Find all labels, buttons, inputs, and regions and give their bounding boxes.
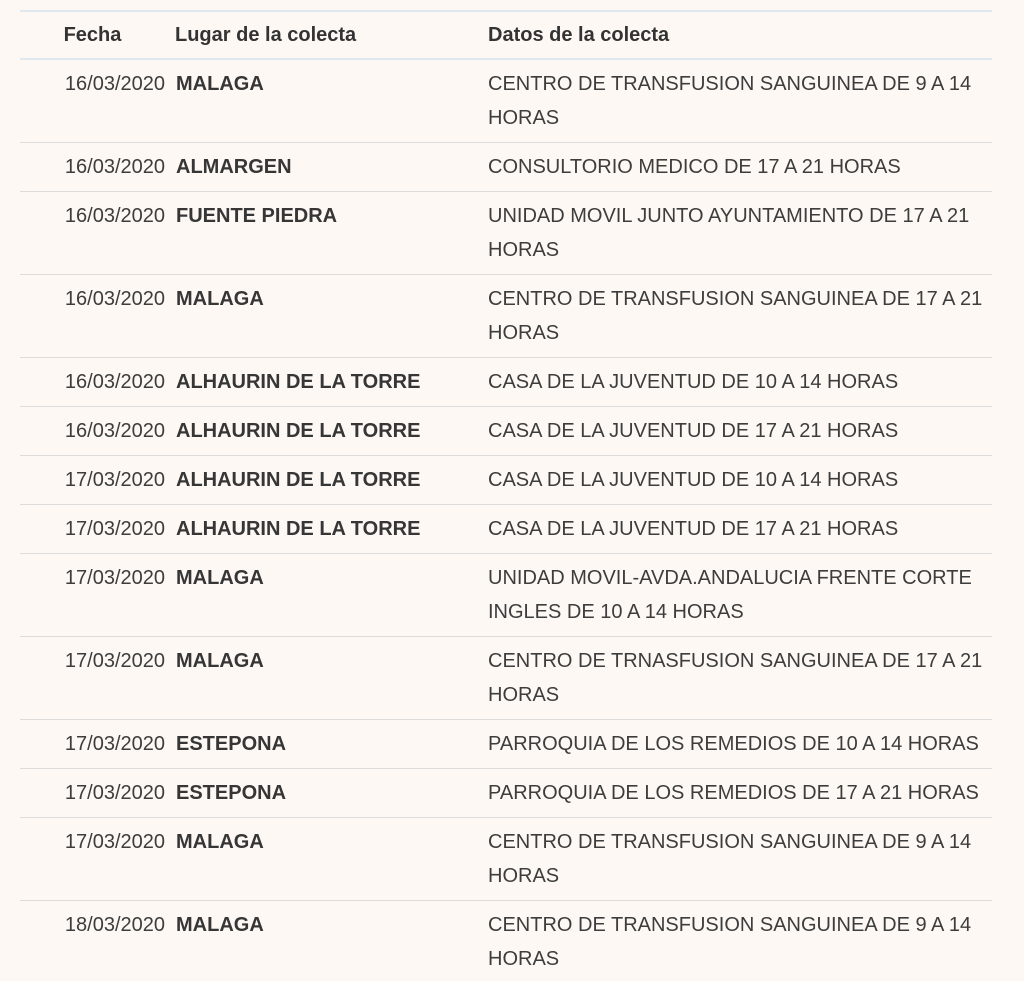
table-header — [20, 11, 992, 59]
table-row — [20, 720, 992, 769]
cell-data: PARROQUIA DE LOS REMEDIOS DE 17 A 21 HORAS — [468, 769, 992, 818]
header-place: Lugar de la colecta — [165, 11, 468, 59]
header-row — [20, 11, 992, 59]
table-row — [20, 505, 992, 554]
cell-place: ALHAURIN DE LA TORRE — [165, 456, 468, 505]
cell-data: UNIDAD MOVIL JUNTO AYUNTAMIENTO DE 17 A 21 HORAS — [468, 192, 992, 275]
cell-data: CENTRO DE TRNASFUSION SANGUINEA DE 17 A 21 HORAS — [468, 637, 992, 720]
cell-data: CASA DE LA JUVENTUD DE 17 A 21 HORAS — [468, 407, 992, 456]
cell-date: 17/03/2020 — [20, 769, 165, 818]
cell-date: 16/03/2020 — [20, 59, 165, 143]
cell-place: MALAGA — [165, 901, 468, 981]
collection-table — [20, 10, 992, 981]
cell-place: MALAGA — [165, 275, 468, 358]
cell-data: CONSULTORIO MEDICO DE 17 A 21 HORAS — [468, 143, 992, 192]
cell-data: CENTRO DE TRANSFUSION SANGUINEA DE 9 A 14 HORAS — [468, 818, 992, 901]
cell-date: 17/03/2020 — [20, 456, 165, 505]
cell-place: MALAGA — [165, 637, 468, 720]
cell-data: CASA DE LA JUVENTUD DE 10 A 14 HORAS — [468, 358, 992, 407]
cell-place: FUENTE PIEDRA — [165, 192, 468, 275]
cell-date: 17/03/2020 — [20, 554, 165, 637]
cell-place: MALAGA — [165, 554, 468, 637]
table-row — [20, 637, 992, 720]
cell-data: CASA DE LA JUVENTUD DE 10 A 14 HORAS — [468, 456, 992, 505]
table-body — [20, 59, 992, 981]
table-row — [20, 143, 992, 192]
table-row — [20, 901, 992, 981]
cell-date: 16/03/2020 — [20, 192, 165, 275]
cell-data: CENTRO DE TRANSFUSION SANGUINEA DE 9 A 14 HORAS — [468, 901, 992, 981]
cell-date: 17/03/2020 — [20, 720, 165, 769]
table-row — [20, 275, 992, 358]
table-row — [20, 358, 992, 407]
cell-place: ESTEPONA — [165, 769, 468, 818]
cell-place: ALHAURIN DE LA TORRE — [165, 358, 468, 407]
cell-date: 17/03/2020 — [20, 818, 165, 901]
cell-place: MALAGA — [165, 818, 468, 901]
table-row — [20, 407, 992, 456]
cell-date: 18/03/2020 — [20, 901, 165, 981]
cell-date: 16/03/2020 — [20, 407, 165, 456]
table-row — [20, 192, 992, 275]
cell-data: CENTRO DE TRANSFUSION SANGUINEA DE 17 A 21 HORAS — [468, 275, 992, 358]
header-date: Fecha — [20, 11, 165, 59]
cell-date: 16/03/2020 — [20, 275, 165, 358]
table-row — [20, 554, 992, 637]
cell-place: ALHAURIN DE LA TORRE — [165, 505, 468, 554]
cell-data: UNIDAD MOVIL-AVDA.ANDALUCIA FRENTE CORTE INGLES DE 10 A 14 HORAS — [468, 554, 992, 637]
cell-place: ESTEPONA — [165, 720, 468, 769]
cell-place: ALMARGEN — [165, 143, 468, 192]
cell-date: 17/03/2020 — [20, 505, 165, 554]
cell-date: 17/03/2020 — [20, 637, 165, 720]
collection-schedule — [20, 10, 992, 981]
cell-data: CENTRO DE TRANSFUSION SANGUINEA DE 9 A 14 HORAS — [468, 59, 992, 143]
cell-data: CASA DE LA JUVENTUD DE 17 A 21 HORAS — [468, 505, 992, 554]
table-row — [20, 456, 992, 505]
cell-data: PARROQUIA DE LOS REMEDIOS DE 10 A 14 HORAS — [468, 720, 992, 769]
table-row — [20, 59, 992, 143]
cell-date: 16/03/2020 — [20, 358, 165, 407]
table-row — [20, 818, 992, 901]
cell-place: MALAGA — [165, 59, 468, 143]
table-row — [20, 769, 992, 818]
cell-place: ALHAURIN DE LA TORRE — [165, 407, 468, 456]
cell-date: 16/03/2020 — [20, 143, 165, 192]
header-data: Datos de la colecta — [468, 11, 992, 59]
